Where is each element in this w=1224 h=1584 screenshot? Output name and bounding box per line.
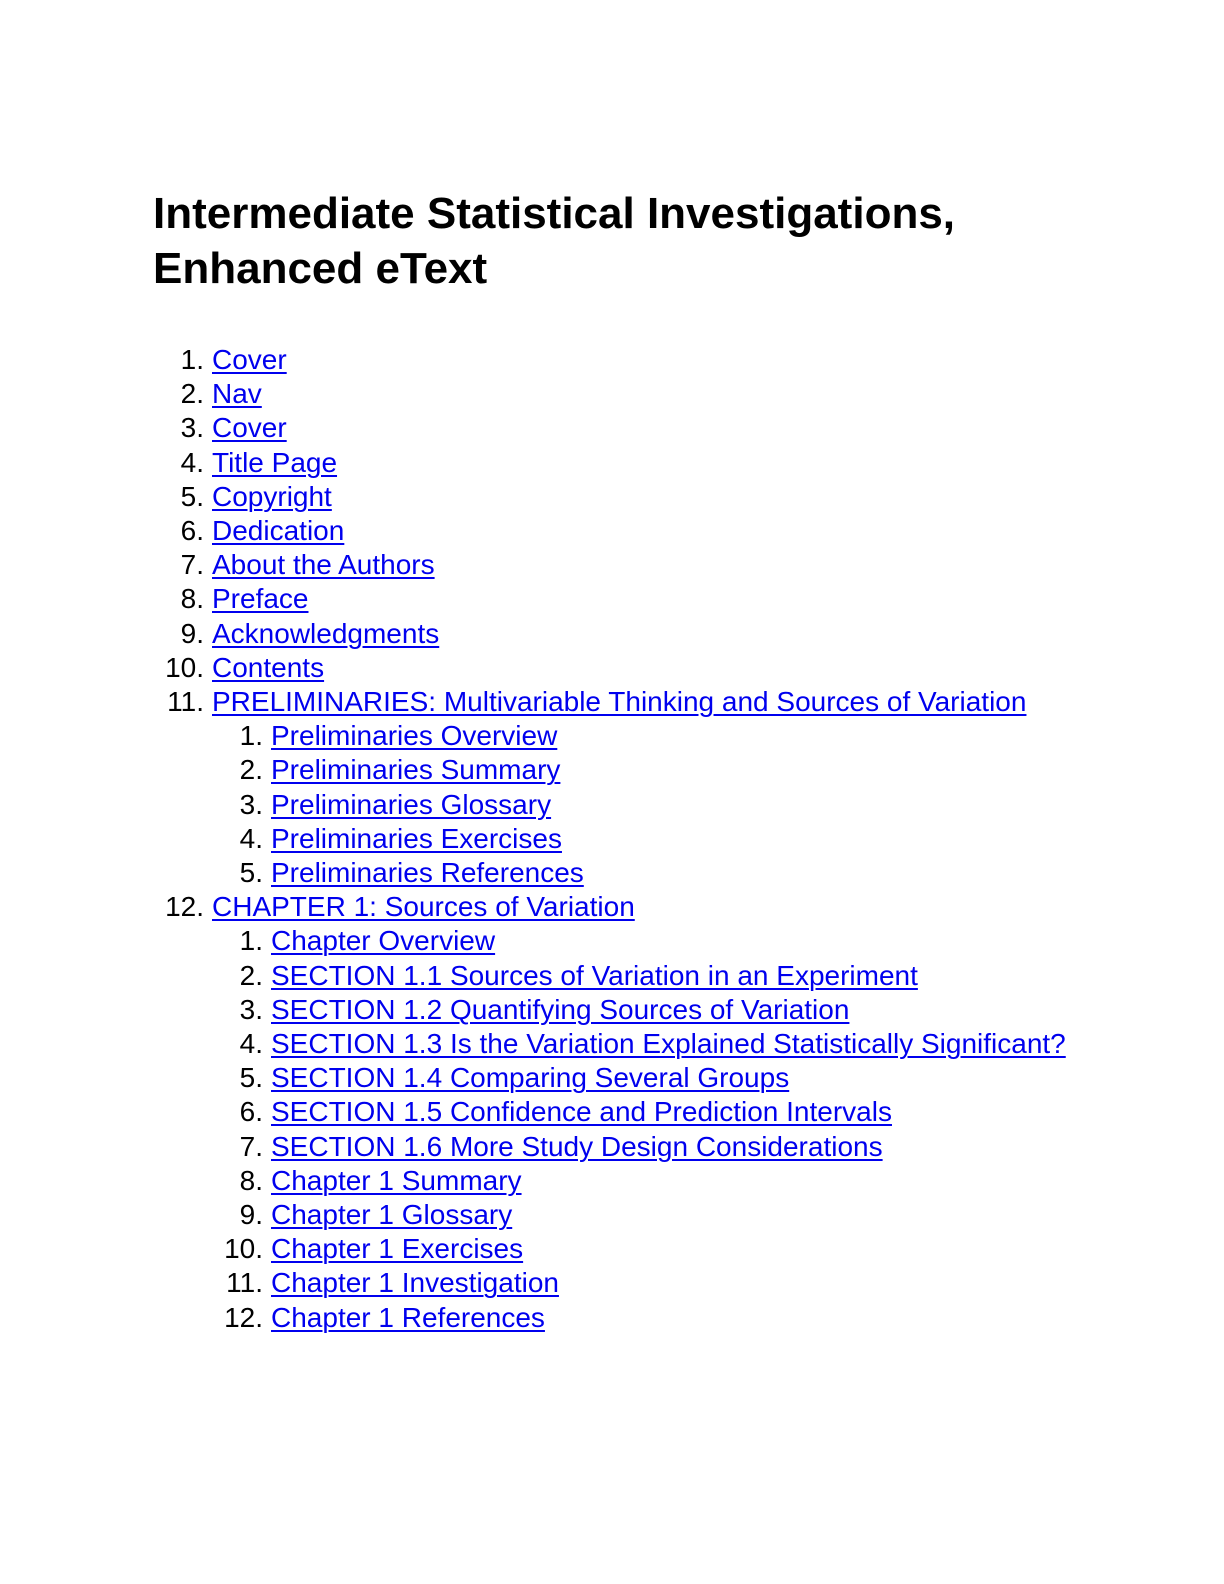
toc-link[interactable]: PRELIMINARIES: Multivariable Thinking and Sources of Variation [212, 686, 1027, 718]
toc-subitem-number: 3. [239, 788, 263, 820]
toc-subitem-number: 4. [239, 822, 263, 854]
toc-subitem [212, 1027, 1083, 1061]
toc-subitem [212, 1232, 1083, 1266]
toc-subitem-number: 2. [239, 754, 263, 786]
toc-item-number: 9. [180, 617, 204, 649]
toc-subitem-number: 8. [239, 1164, 263, 1196]
toc-sublink[interactable]: SECTION 1.3 Is the Variation Explained Statistically Significant? [271, 1028, 1066, 1060]
toc-link[interactable]: Nav [212, 378, 262, 410]
toc-sublist [212, 719, 1083, 890]
toc-subitem-number: 10. [224, 1233, 263, 1265]
toc-item [153, 446, 1083, 480]
toc-sublink[interactable]: Preliminaries Summary [271, 754, 561, 786]
toc-subitem-number: 3. [239, 993, 263, 1025]
toc-link[interactable]: Contents [212, 651, 325, 683]
toc-subitem [212, 1266, 1083, 1300]
toc-subitem-number: 11. [226, 1267, 263, 1299]
toc-sublink[interactable]: SECTION 1.6 More Study Design Considerations [271, 1130, 883, 1162]
toc-link[interactable]: Cover [212, 412, 287, 444]
toc-subitem-number: 1. [239, 925, 263, 957]
toc-item-number: 7. [180, 549, 204, 581]
toc-subitem [212, 1164, 1083, 1198]
toc-subitem-number: 12. [224, 1301, 263, 1333]
toc-item [153, 343, 1083, 377]
toc-subitem [212, 1130, 1083, 1164]
toc-link[interactable]: About the Authors [212, 549, 435, 581]
toc-item [153, 651, 1083, 685]
toc-subitem [212, 856, 1083, 890]
toc-sublink[interactable]: Chapter 1 Glossary [271, 1199, 513, 1231]
toc-subitem-number: 9. [239, 1199, 263, 1231]
toc-subitem-number: 4. [239, 1028, 263, 1060]
toc-subitem-number: 5. [239, 1062, 263, 1094]
toc-item [153, 890, 1083, 1335]
page-title: Intermediate Statistical Investigations, Enhanced eText [153, 189, 956, 293]
toc-sublink[interactable]: SECTION 1.5 Confidence and Prediction Intervals [271, 1096, 892, 1128]
toc-subitem [212, 719, 1083, 753]
toc-sublink[interactable]: SECTION 1.4 Comparing Several Groups [271, 1062, 790, 1094]
toc-sublink[interactable]: Preliminaries Overview [271, 720, 558, 752]
toc-subitem [212, 924, 1083, 958]
document-page [153, 186, 1083, 1335]
toc-link[interactable]: Dedication [212, 515, 345, 547]
toc-subitem [212, 959, 1083, 993]
toc-item-number: 8. [180, 583, 204, 615]
toc-subitem [212, 822, 1083, 856]
toc-item [153, 514, 1083, 548]
toc-subitem [212, 753, 1083, 787]
toc-item [153, 411, 1083, 445]
toc-subitem [212, 788, 1083, 822]
toc-subitem [212, 993, 1083, 1027]
toc-item-number: 4. [180, 446, 204, 478]
table-of-contents [153, 343, 1083, 1335]
toc-item [153, 377, 1083, 411]
toc-subitem [212, 1198, 1083, 1232]
toc-item-number: 11. [167, 686, 204, 718]
toc-link[interactable]: Acknowledgments [212, 617, 440, 649]
toc-link[interactable]: Cover [212, 344, 287, 375]
toc-sublink[interactable]: Chapter 1 References [271, 1301, 545, 1333]
toc-subitem-number: 5. [239, 857, 263, 889]
toc-item [153, 685, 1083, 890]
toc-item [153, 480, 1083, 514]
toc-subitem-number: 1. [239, 720, 263, 752]
toc-subitem-number: 7. [239, 1130, 263, 1162]
toc-link[interactable]: Copyright [212, 480, 332, 512]
toc-link[interactable]: Title Page [212, 446, 338, 478]
toc-item-number: 10. [165, 651, 204, 683]
toc-link[interactable]: Preface [212, 583, 309, 615]
toc-link[interactable]: CHAPTER 1: Sources of Variation [212, 891, 635, 923]
toc-subitem [212, 1301, 1083, 1335]
toc-sublink[interactable]: Chapter Overview [271, 925, 496, 957]
toc-sublink[interactable]: Chapter 1 Investigation [271, 1267, 559, 1299]
toc-item-number: 6. [180, 515, 204, 547]
toc-sublink[interactable]: Chapter 1 Summary [271, 1164, 522, 1196]
toc-sublink[interactable]: SECTION 1.1 Sources of Variation in an Experiment [271, 959, 918, 991]
toc-item-number: 12. [165, 891, 204, 923]
toc-sublink[interactable]: SECTION 1.2 Quantifying Sources of Variation [271, 993, 850, 1025]
toc-subitem-number: 2. [239, 959, 263, 991]
toc-sublink[interactable]: Chapter 1 Exercises [271, 1233, 524, 1265]
toc-subitem-number: 6. [239, 1096, 263, 1128]
toc-item-number: 1. [180, 344, 204, 375]
toc-subitem [212, 1095, 1083, 1129]
toc-item [153, 582, 1083, 616]
toc-sublist [212, 924, 1083, 1334]
toc-item-number: 2. [180, 378, 204, 410]
toc-item [153, 548, 1083, 582]
toc-sublink[interactable]: Preliminaries Glossary [271, 788, 552, 820]
toc-item [153, 617, 1083, 651]
toc-sublink[interactable]: Preliminaries Exercises [271, 822, 562, 854]
toc-item-number: 5. [180, 480, 204, 512]
toc-list [153, 343, 1083, 1335]
toc-item-number: 3. [180, 412, 204, 444]
toc-subitem [212, 1061, 1083, 1095]
toc-sublink[interactable]: Preliminaries References [271, 857, 584, 889]
